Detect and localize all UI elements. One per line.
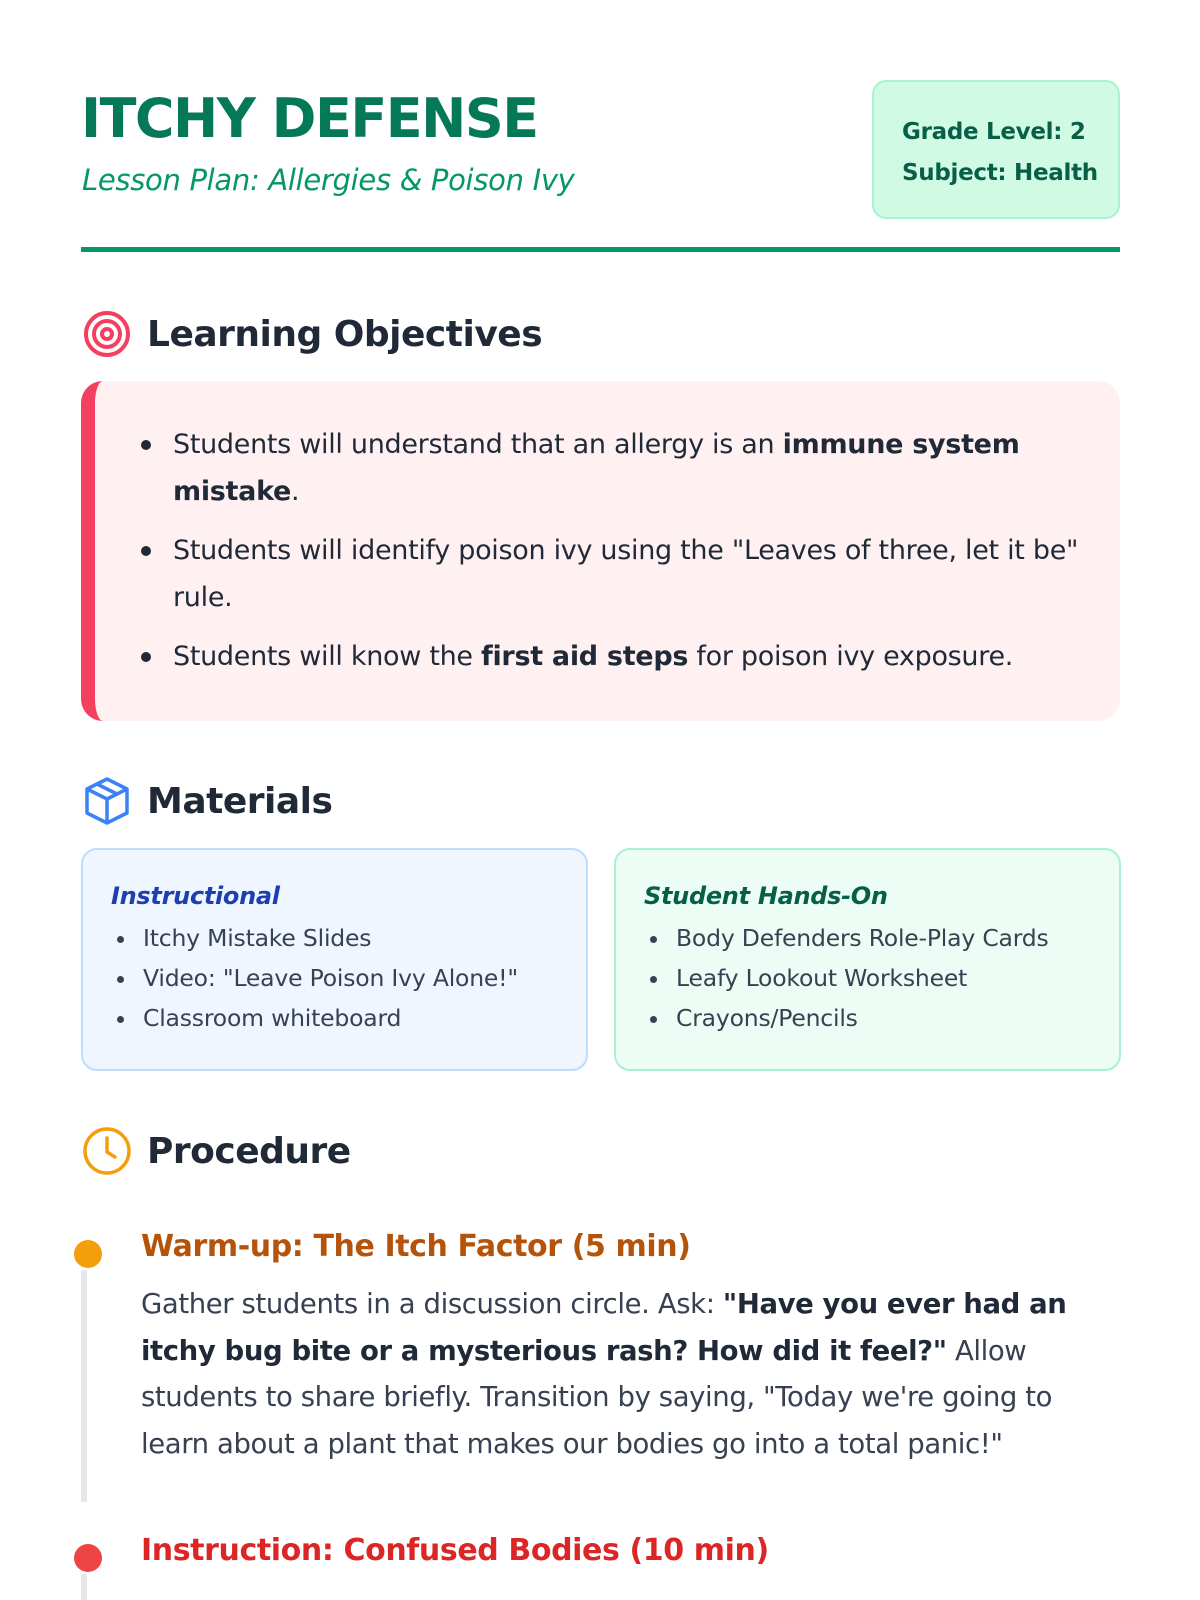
step-title: Warm-up: The Itch Factor (5 min) xyxy=(141,1229,691,1264)
lesson-header xyxy=(81,80,1120,252)
instructional-materials-card xyxy=(81,848,588,1071)
objectives-heading xyxy=(81,308,542,360)
list-item: Itchy Mistake Slides xyxy=(111,918,558,958)
hands-on-list xyxy=(644,918,1091,1038)
objective-item: Students will understand that an allergy is an immune system mistake. xyxy=(139,421,1080,515)
grade-subject-badge xyxy=(872,80,1120,219)
procedure-title: Procedure xyxy=(147,1130,351,1172)
materials-heading xyxy=(81,775,332,827)
list-item: Video: "Leave Poison Ivy Alone!" xyxy=(111,958,558,998)
objectives-title: Learning Objectives xyxy=(147,313,543,355)
objectives-card xyxy=(81,381,1120,721)
timeline-dot xyxy=(74,1240,102,1268)
clock-icon xyxy=(81,1125,133,1177)
objectives-list xyxy=(139,421,1080,680)
instructional-title: Instructional xyxy=(111,882,280,910)
objective-item: Students will identify poison ivy using the "Leaves of three, let it be" rule. xyxy=(139,527,1080,621)
hands-on-title: Student Hands-On xyxy=(644,882,888,910)
subject: Subject: Health xyxy=(902,160,1098,186)
list-item: Body Defenders Role-Play Cards xyxy=(644,918,1091,958)
list-item: Crayons/Pencils xyxy=(644,998,1091,1038)
list-item: Leafy Lookout Worksheet xyxy=(644,958,1091,998)
procedure-timeline xyxy=(81,1225,1120,1573)
page-subtitle: Lesson Plan: Allergies & Poison Ivy xyxy=(82,163,575,197)
timeline-dot xyxy=(74,1544,102,1572)
page-title: ITCHY DEFENSE xyxy=(81,87,538,150)
hands-on-materials-card xyxy=(614,848,1121,1071)
target-icon xyxy=(81,308,133,360)
instructional-list xyxy=(111,918,558,1038)
procedure-heading xyxy=(81,1125,351,1177)
timeline-line xyxy=(81,1270,87,1502)
header-divider xyxy=(81,247,1120,252)
box-icon xyxy=(81,775,133,827)
procedure-step-instruction xyxy=(81,1529,1120,1573)
materials-title: Materials xyxy=(147,780,333,822)
step-description: Gather students in a discussion circle. Ask: "Have you ever had an itchy bug bite or a mysterious rash? How did it feel?" Allow students to share briefly. Transition by saying, "Today we're going to learn about a plant that makes our bodies go into a total panic!" xyxy=(141,1288,1067,1460)
step-title: Instruction: Confused Bodies (10 min) xyxy=(141,1533,769,1568)
procedure-step-warmup xyxy=(81,1225,1120,1467)
grade-level: Grade Level: 2 xyxy=(902,119,1086,145)
timeline-line xyxy=(81,1574,87,1600)
list-item: Classroom whiteboard xyxy=(111,998,558,1038)
objective-item: Students will know the first aid steps for poison ivy exposure. xyxy=(139,633,1080,680)
